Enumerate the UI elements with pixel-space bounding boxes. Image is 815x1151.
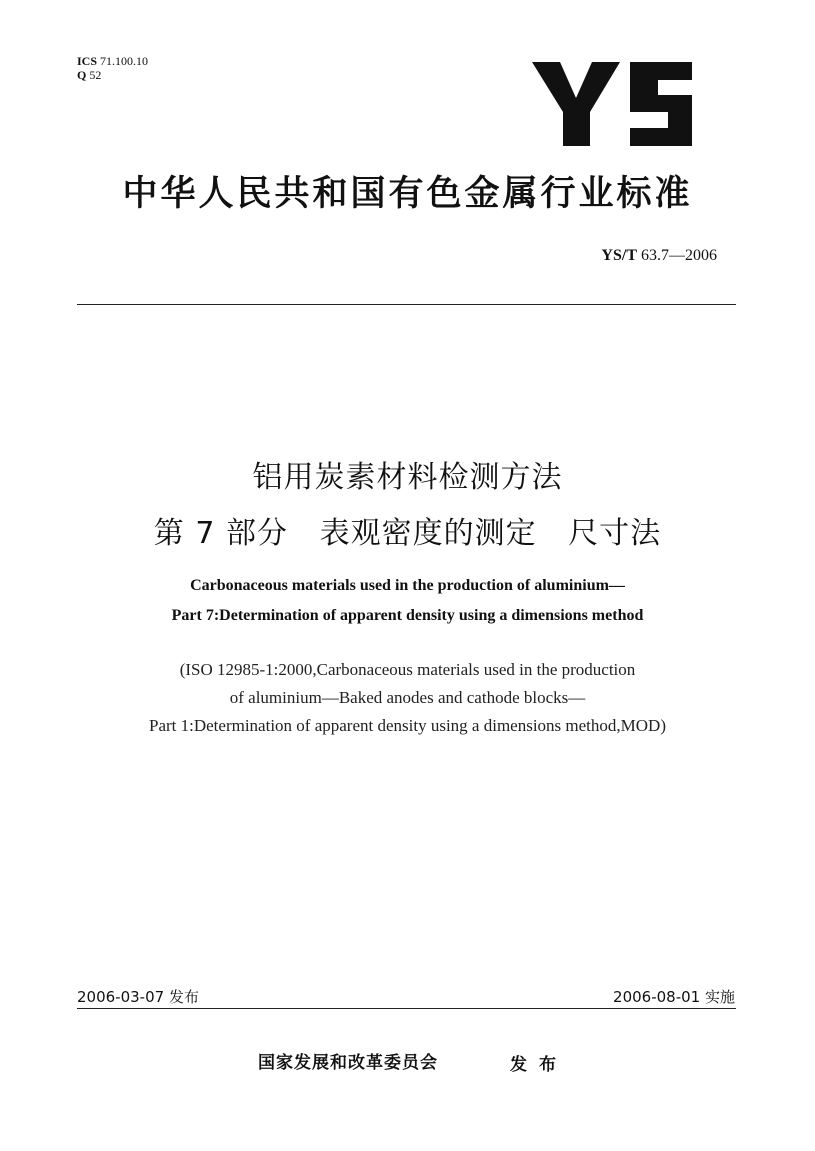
iso-ref-line3: Part 1:Determination of apparent density using a dimensions method,MOD) bbox=[149, 716, 666, 735]
header-divider bbox=[77, 304, 736, 305]
ics-label: ICS bbox=[77, 54, 98, 68]
en-title-line1: Carbonaceous materials used in the production of aluminium— bbox=[190, 577, 625, 594]
standard-code: 63.7—2006 bbox=[641, 247, 717, 264]
ys-logo bbox=[530, 58, 695, 150]
cn-title-line2: 第 7 部分 表观密度的测定 尺寸法 bbox=[153, 516, 662, 551]
footer-divider bbox=[77, 1008, 736, 1009]
classification-codes bbox=[77, 54, 148, 82]
cn-title-line1: 铝用炭素材料检测方法 bbox=[252, 460, 563, 495]
publish-date: 2006-03-07 发布 bbox=[77, 988, 199, 1006]
issue-word: 发布 bbox=[510, 1055, 568, 1075]
issuer: 国家发展和改革委员会 bbox=[258, 1053, 438, 1073]
q-label: Q bbox=[77, 68, 87, 82]
implement-date: 2006-08-01 实施 bbox=[613, 988, 735, 1006]
standard-prefix: YS/T bbox=[601, 247, 637, 264]
iso-ref-line1: (ISO 12985-1:2000,Carbonaceous materials used in the production bbox=[179, 660, 636, 679]
iso-ref-line2: of aluminium—Baked anodes and cathode blocks— bbox=[229, 688, 586, 707]
q-code: 52 bbox=[89, 68, 102, 82]
en-title-line2: Part 7:Determination of apparent density using a dimensions method bbox=[171, 607, 644, 624]
q-line bbox=[77, 68, 148, 82]
ics-line bbox=[77, 54, 148, 68]
main-title: 中华人民共和国有色金属行业标准 bbox=[122, 174, 693, 214]
ics-code: 71.100.10 bbox=[100, 54, 149, 68]
standard-number bbox=[601, 247, 717, 265]
